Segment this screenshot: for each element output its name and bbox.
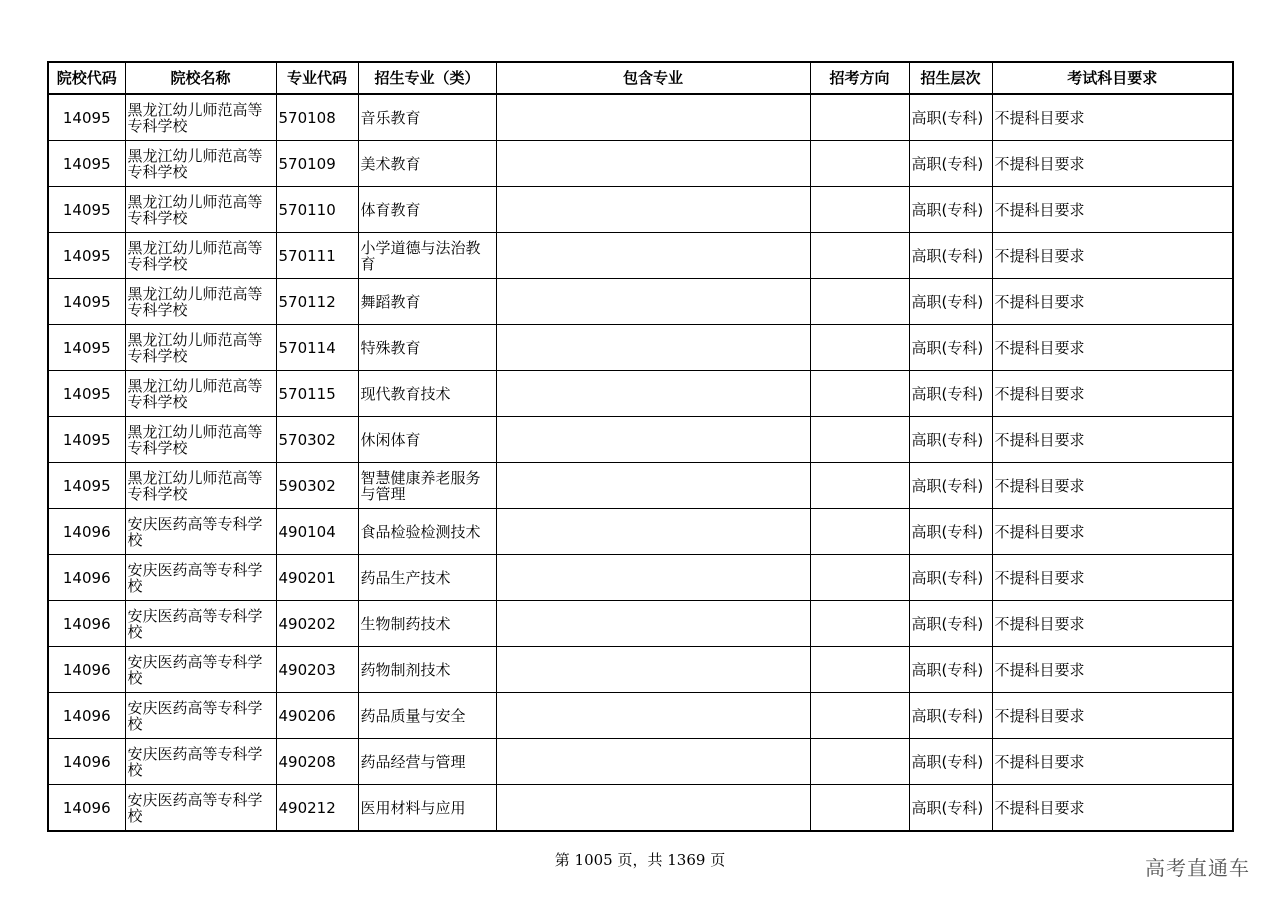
cell-level: 高职(专科) (909, 693, 992, 739)
cell-exam-requirement: 不提科目要求 (992, 739, 1233, 785)
cell-exam-requirement: 不提科目要求 (992, 509, 1233, 555)
cell-direction (810, 693, 909, 739)
cell-major: 药品质量与安全 (358, 693, 496, 739)
cell-major: 舞蹈教育 (358, 279, 496, 325)
cell-included-majors (496, 509, 810, 555)
cell-school-name: 黑龙江幼儿师范高等专科学校 (125, 371, 276, 417)
watermark-text: 高考直通车 (1145, 856, 1250, 880)
cell-level: 高职(专科) (909, 647, 992, 693)
cell-level: 高职(专科) (909, 601, 992, 647)
cell-exam-requirement: 不提科目要求 (992, 371, 1233, 417)
cell-exam-requirement: 不提科目要求 (992, 94, 1233, 141)
cell-major-code: 570114 (276, 325, 358, 371)
cell-exam-requirement: 不提科目要求 (992, 555, 1233, 601)
cell-major-code: 490104 (276, 509, 358, 555)
cell-school-name: 安庆医药高等专科学校 (125, 509, 276, 555)
table-row (48, 509, 1233, 555)
cell-level: 高职(专科) (909, 325, 992, 371)
cell-major-code: 590302 (276, 463, 358, 509)
cell-school-name: 黑龙江幼儿师范高等专科学校 (125, 233, 276, 279)
table-row (48, 279, 1233, 325)
cell-included-majors (496, 94, 810, 141)
cell-included-majors (496, 141, 810, 187)
cell-major-code: 570115 (276, 371, 358, 417)
cell-exam-requirement: 不提科目要求 (992, 647, 1233, 693)
cell-direction (810, 601, 909, 647)
cell-major: 现代教育技术 (358, 371, 496, 417)
cell-level: 高职(专科) (909, 739, 992, 785)
cell-major: 美术教育 (358, 141, 496, 187)
cell-school-code: 14096 (48, 509, 125, 555)
cell-level: 高职(专科) (909, 94, 992, 141)
cell-exam-requirement: 不提科目要求 (992, 187, 1233, 233)
cell-school-code: 14096 (48, 739, 125, 785)
cell-major-code: 570302 (276, 417, 358, 463)
cell-major: 休闲体育 (358, 417, 496, 463)
table-row (48, 739, 1233, 785)
cell-level: 高职(专科) (909, 417, 992, 463)
cell-exam-requirement: 不提科目要求 (992, 693, 1233, 739)
cell-direction (810, 94, 909, 141)
cell-school-code: 14095 (48, 187, 125, 233)
cell-exam-requirement: 不提科目要求 (992, 141, 1233, 187)
cell-school-code: 14096 (48, 785, 125, 832)
cell-direction (810, 279, 909, 325)
cell-included-majors (496, 693, 810, 739)
cell-direction (810, 325, 909, 371)
cell-school-code: 14095 (48, 233, 125, 279)
table-row (48, 601, 1233, 647)
cell-exam-requirement: 不提科目要求 (992, 417, 1233, 463)
cell-major-code: 570112 (276, 279, 358, 325)
cell-school-name: 黑龙江幼儿师范高等专科学校 (125, 94, 276, 141)
cell-included-majors (496, 325, 810, 371)
cell-major-code: 490208 (276, 739, 358, 785)
cell-included-majors (496, 187, 810, 233)
cell-school-code: 14095 (48, 463, 125, 509)
table-row (48, 555, 1233, 601)
cell-direction (810, 555, 909, 601)
header-school-name: 院校名称 (125, 62, 276, 94)
header-major-code: 专业代码 (276, 62, 358, 94)
cell-major: 音乐教育 (358, 94, 496, 141)
cell-level: 高职(专科) (909, 187, 992, 233)
cell-level: 高职(专科) (909, 141, 992, 187)
cell-school-code: 14095 (48, 325, 125, 371)
cell-level: 高职(专科) (909, 509, 992, 555)
cell-level: 高职(专科) (909, 785, 992, 832)
table-row (48, 94, 1233, 141)
cell-major: 生物制药技术 (358, 601, 496, 647)
header-direction: 招考方向 (810, 62, 909, 94)
table-body (48, 94, 1233, 831)
cell-level: 高职(专科) (909, 463, 992, 509)
cell-included-majors (496, 785, 810, 832)
cell-school-name: 安庆医药高等专科学校 (125, 785, 276, 832)
cell-exam-requirement: 不提科目要求 (992, 463, 1233, 509)
cell-direction (810, 233, 909, 279)
cell-exam-requirement: 不提科目要求 (992, 233, 1233, 279)
cell-major: 药物制剂技术 (358, 647, 496, 693)
cell-school-code: 14096 (48, 693, 125, 739)
cell-major-code: 570111 (276, 233, 358, 279)
table-row (48, 141, 1233, 187)
cell-level: 高职(专科) (909, 233, 992, 279)
cell-major: 食品检验检测技术 (358, 509, 496, 555)
cell-direction (810, 187, 909, 233)
cell-major: 体育教育 (358, 187, 496, 233)
cell-major: 药品经营与管理 (358, 739, 496, 785)
table-row (48, 693, 1233, 739)
cell-direction (810, 463, 909, 509)
cell-major: 特殊教育 (358, 325, 496, 371)
cell-major-code: 490202 (276, 601, 358, 647)
cell-school-name: 黑龙江幼儿师范高等专科学校 (125, 417, 276, 463)
table-row (48, 647, 1233, 693)
cell-school-name: 黑龙江幼儿师范高等专科学校 (125, 463, 276, 509)
cell-school-name: 黑龙江幼儿师范高等专科学校 (125, 325, 276, 371)
cell-exam-requirement: 不提科目要求 (992, 325, 1233, 371)
page-number: 第 1005 页，共 1369 页 (554, 851, 726, 869)
cell-major: 智慧健康养老服务与管理 (358, 463, 496, 509)
header-exam-requirement: 考试科目要求 (992, 62, 1233, 94)
cell-included-majors (496, 555, 810, 601)
cell-included-majors (496, 601, 810, 647)
cell-school-code: 14096 (48, 647, 125, 693)
table-row (48, 371, 1233, 417)
cell-school-name: 黑龙江幼儿师范高等专科学校 (125, 187, 276, 233)
cell-included-majors (496, 417, 810, 463)
cell-exam-requirement: 不提科目要求 (992, 279, 1233, 325)
cell-major-code: 570110 (276, 187, 358, 233)
cell-major: 药品生产技术 (358, 555, 496, 601)
cell-included-majors (496, 739, 810, 785)
cell-major-code: 490203 (276, 647, 358, 693)
cell-direction (810, 509, 909, 555)
cell-direction (810, 785, 909, 832)
cell-school-name: 安庆医药高等专科学校 (125, 739, 276, 785)
header-level: 招生层次 (909, 62, 992, 94)
cell-major-code: 570109 (276, 141, 358, 187)
header-major: 招生专业（类） (358, 62, 496, 94)
cell-level: 高职(专科) (909, 371, 992, 417)
cell-school-code: 14095 (48, 279, 125, 325)
cell-school-code: 14096 (48, 555, 125, 601)
cell-direction (810, 141, 909, 187)
header-school-code: 院校代码 (48, 62, 125, 94)
cell-school-code: 14096 (48, 601, 125, 647)
table-header-row (48, 62, 1233, 94)
cell-exam-requirement: 不提科目要求 (992, 785, 1233, 832)
cell-included-majors (496, 279, 810, 325)
cell-major-code: 490201 (276, 555, 358, 601)
cell-school-name: 黑龙江幼儿师范高等专科学校 (125, 279, 276, 325)
cell-direction (810, 647, 909, 693)
cell-major-code: 570108 (276, 94, 358, 141)
cell-school-name: 安庆医药高等专科学校 (125, 601, 276, 647)
cell-school-name: 安庆医药高等专科学校 (125, 647, 276, 693)
cell-school-name: 黑龙江幼儿师范高等专科学校 (125, 141, 276, 187)
cell-major-code: 490206 (276, 693, 358, 739)
cell-school-code: 14095 (48, 371, 125, 417)
cell-direction (810, 417, 909, 463)
cell-major: 小学道德与法治教育 (358, 233, 496, 279)
cell-major-code: 490212 (276, 785, 358, 832)
table-row (48, 325, 1233, 371)
cell-school-code: 14095 (48, 94, 125, 141)
cell-major: 医用材料与应用 (358, 785, 496, 832)
cell-school-name: 安庆医药高等专科学校 (125, 693, 276, 739)
cell-direction (810, 371, 909, 417)
cell-direction (810, 739, 909, 785)
table-row (48, 233, 1233, 279)
table-row (48, 417, 1233, 463)
cell-level: 高职(专科) (909, 279, 992, 325)
table-row (48, 785, 1233, 832)
table-row (48, 187, 1233, 233)
cell-included-majors (496, 371, 810, 417)
cell-school-code: 14095 (48, 141, 125, 187)
cell-school-code: 14095 (48, 417, 125, 463)
cell-included-majors (496, 233, 810, 279)
header-included-majors: 包含专业 (496, 62, 810, 94)
cell-included-majors (496, 463, 810, 509)
cell-included-majors (496, 647, 810, 693)
cell-level: 高职(专科) (909, 555, 992, 601)
cell-school-name: 安庆医药高等专科学校 (125, 555, 276, 601)
table-row (48, 463, 1233, 509)
cell-exam-requirement: 不提科目要求 (992, 601, 1233, 647)
enrollment-table (47, 61, 1234, 832)
